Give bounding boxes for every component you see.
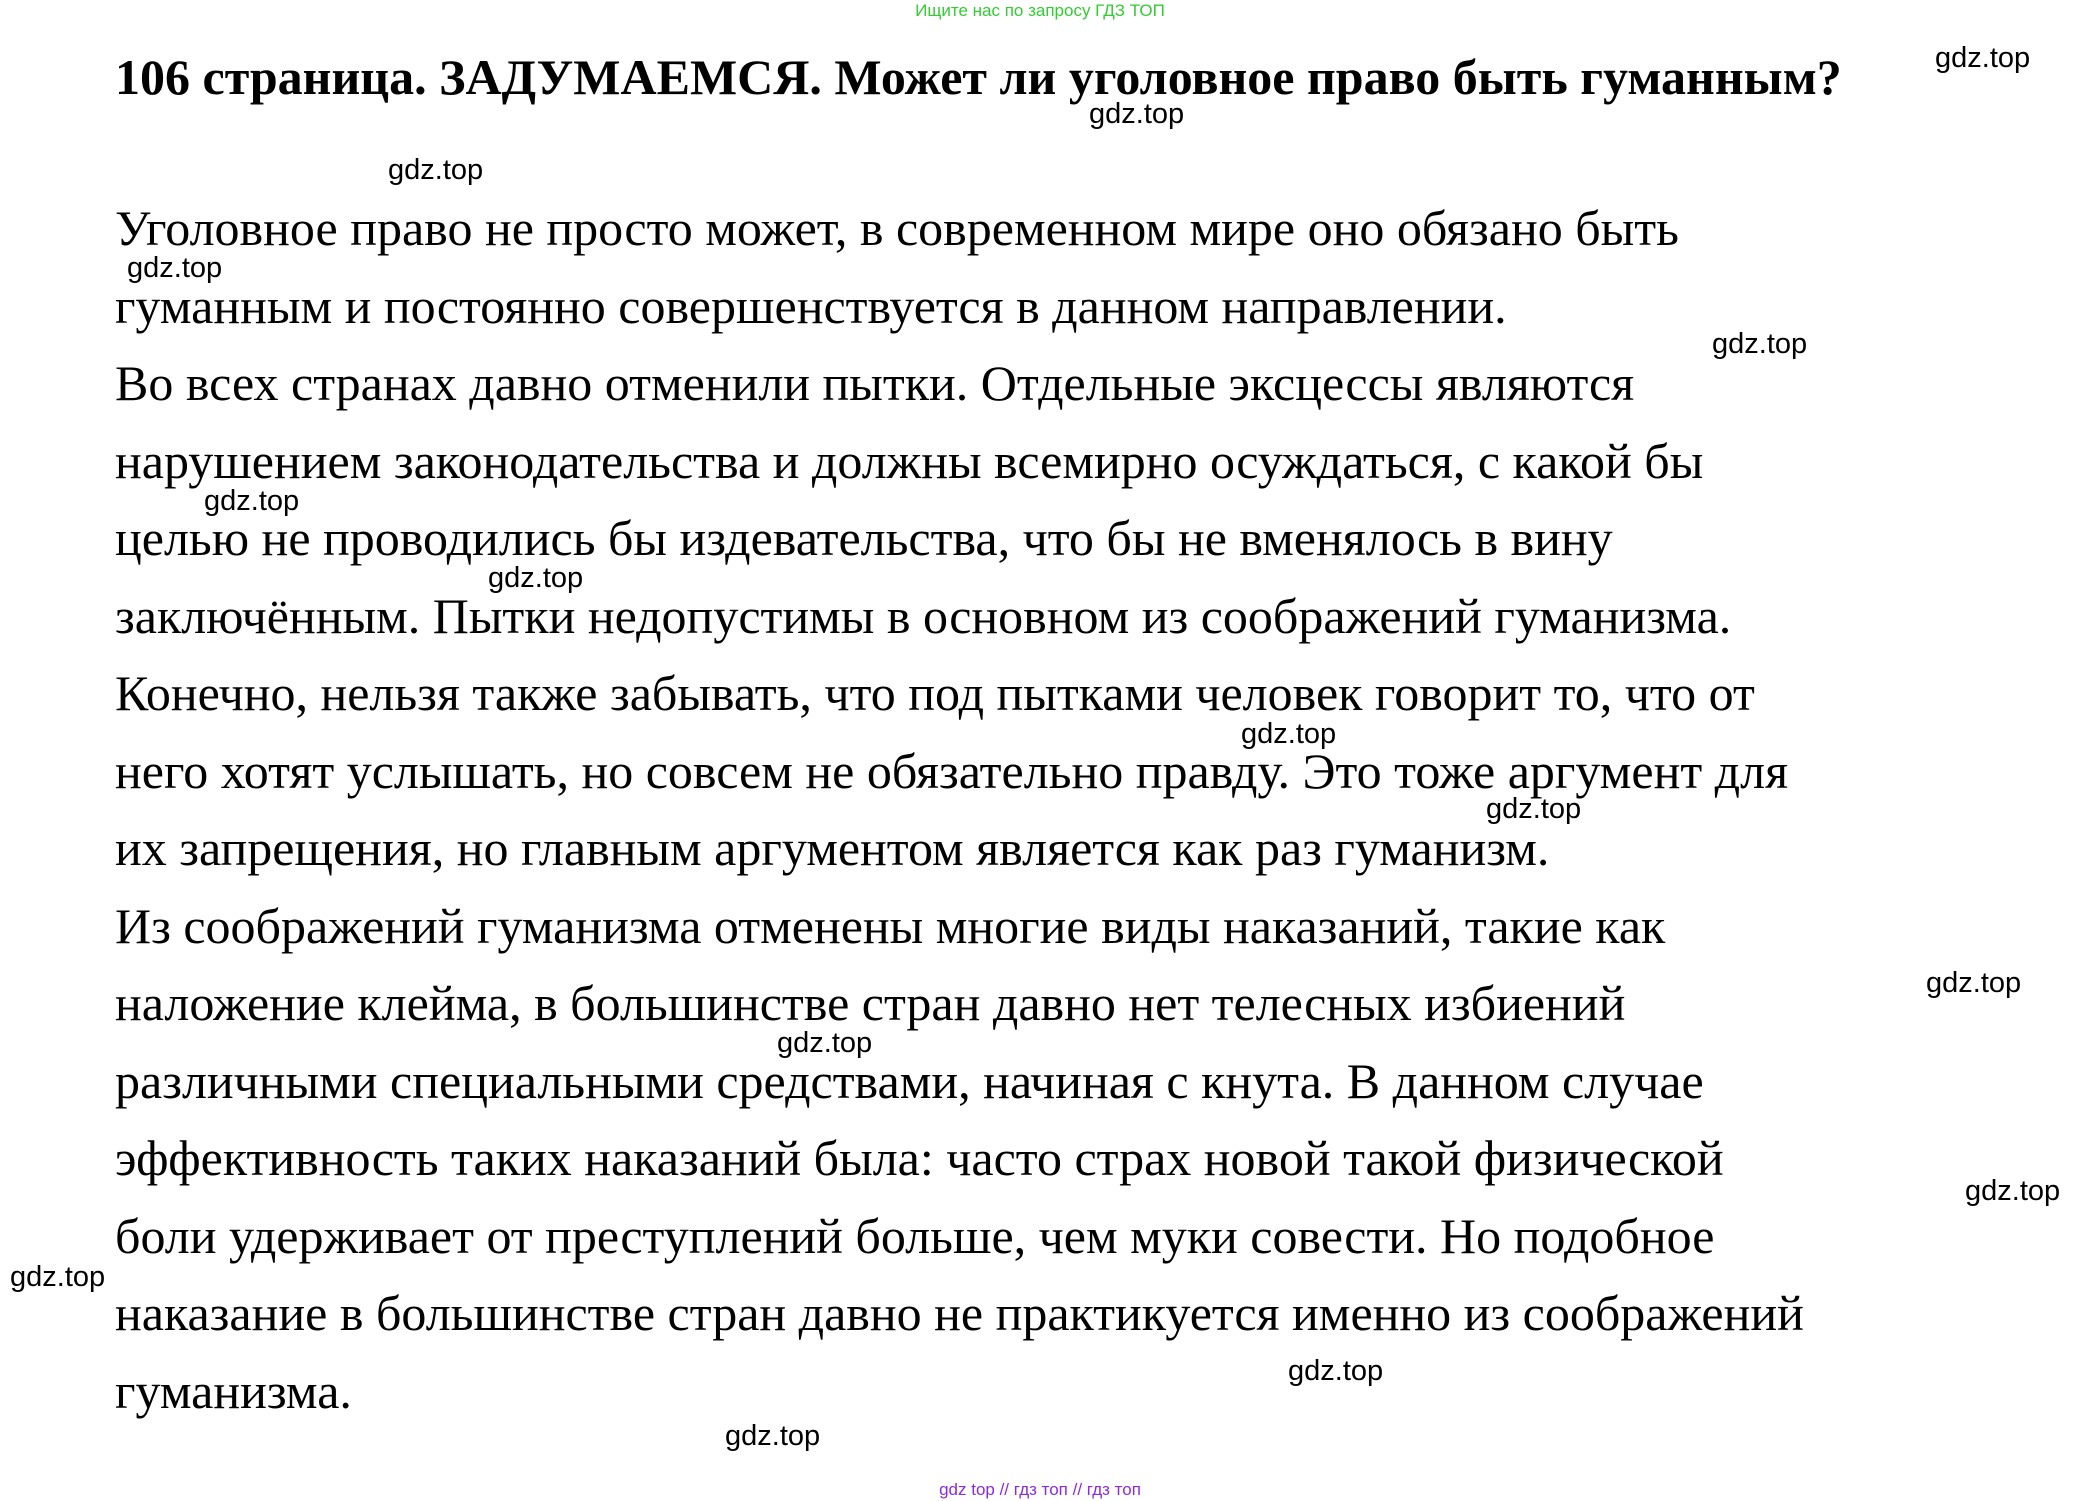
watermark: gdz.top [1935,42,2031,74]
paragraph-1 [40,190,2050,345]
watermark: gdz.top [1089,98,1185,130]
watermark: gdz.top [10,1261,106,1293]
text-line: нарушением законодательства и должны всемирно осуждаться, с какой бы [115,432,1704,489]
text-line: различными специальными средствами, начиная с кнута. В данном случае [115,1052,1704,1109]
text-line: заключённым. Пытки недопустимы в основном из соображений гуманизма. [115,587,1732,644]
text-line: Уголовное право не просто может, в современном мире оно обязано быть [115,200,1679,256]
text-line: гуманизма. [115,1362,352,1419]
footer: gdz top // гдз топ // гдз топ [939,1480,1141,1499]
paragraph-3 [40,888,2050,1431]
watermark: gdz.top [777,1027,873,1059]
text-line: Конечно, нельзя также забывать, что под пытками человек говорит то, что от [115,665,1755,721]
watermark: gdz.top [1926,967,2022,999]
watermark: gdz.top [388,154,484,186]
watermark: gdz.top [488,562,584,594]
page-title: 106 страница. ЗАДУМАЕМСЯ. Может ли уголовное право быть гуманным? [115,49,1842,105]
watermark: gdz.top [1288,1355,1384,1387]
text-line: их запрещения, но главным аргументом является как раз гуманизм. [115,820,1550,876]
watermark: gdz.top [127,252,223,284]
answer-text [40,190,2050,1430]
text-line: Во всех странах давно отменили пытки. Отдельные эксцессы являются [115,355,1635,411]
watermark: gdz.top [725,1420,821,1452]
text-line: него хотят услышать, но совсем не обязательно правду. Это тоже аргумент для [115,742,1789,799]
top-banner: Ищите нас по запросу ГДЗ ТОП [915,1,1165,20]
text-line: целью не проводились бы издевательства, что бы не вменялось в вину [115,510,1613,566]
text-line: Из соображений гуманизма отменены многие виды наказаний, такие как [115,897,1666,954]
text-line: боли удерживает от преступлений больше, чем муки совести. Но подобное [115,1207,1715,1264]
watermark: gdz.top [1965,1175,2061,1207]
text-line: эффективность таких наказаний была: часто страх новой такой физической [115,1130,1724,1186]
text-line: гуманным и постоянно совершенствуется в данном направлении. [115,277,1507,334]
watermark: gdz.top [204,485,300,517]
watermark: gdz.top [1486,793,1582,825]
text-line: наложение клейма, в большинстве стран давно нет телесных избиений [115,975,1626,1031]
text-line: наказание в большинстве стран давно не практикуется именно из соображений [115,1285,1804,1341]
paragraph-2 [40,345,2050,888]
watermark: gdz.top [1712,328,1808,360]
watermark: gdz.top [1241,718,1337,750]
